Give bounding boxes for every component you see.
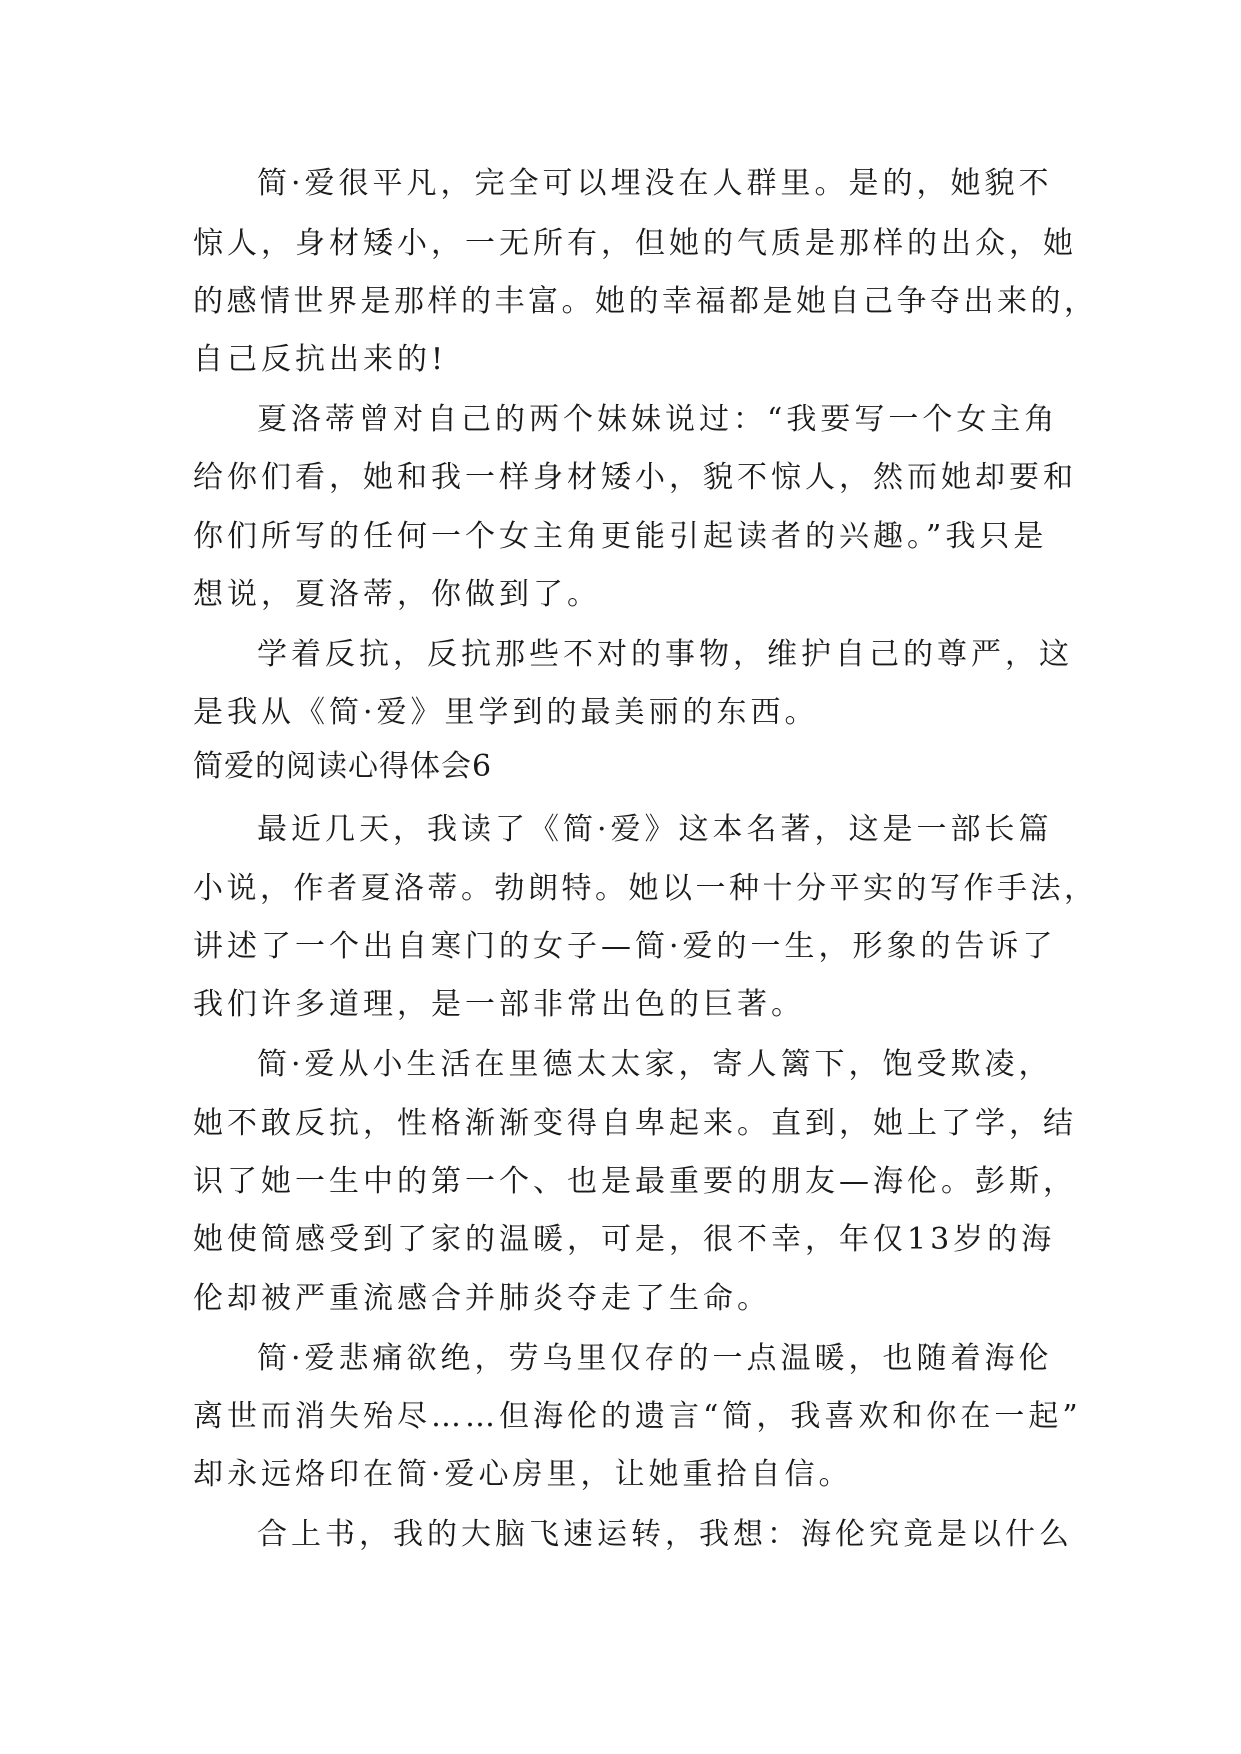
paragraph-line: 却永远烙印在简·爱心房里，让她重拾自信。 xyxy=(193,1457,853,1492)
paragraph-line: 伦却被严重流感合并肺炎夺走了生命。 xyxy=(193,1281,771,1316)
paragraph-line: 小说，作者夏洛蒂。勃朗特。她以一种十分平实的写作手法， xyxy=(193,871,1098,906)
paragraph-line: 讲述了一个出自寒门的女子—简·爱的一生，形象的告诉了 xyxy=(193,929,1057,964)
paragraph-line: 简·爱悲痛欲绝，劳乌里仅存的一点温暖，也随着海伦 xyxy=(257,1341,1053,1376)
paragraph-line: 识了她一生中的第一个、也是最重要的朋友—海伦。彭斯， xyxy=(193,1164,1077,1199)
paragraph-line: 夏洛蒂曾对自己的两个妹妹说过：“我要写一个女主角 xyxy=(257,402,1059,437)
paragraph-line: 合上书，我的大脑飞速运转，我想：海伦究竟是以什么 xyxy=(257,1517,1073,1552)
paragraph-line: 离世而消失殆尽……但海伦的遗言“简，我喜欢和你在一起” xyxy=(193,1399,1082,1434)
paragraph-line: 你们所写的任何一个女主角更能引起读者的兴趣。”我只是 xyxy=(193,519,1048,554)
paragraph-line: 给你们看，她和我一样身材矮小，貌不惊人，然而她却要和 xyxy=(193,460,1077,495)
paragraph-line: 的感情世界是那样的丰富。她的幸福都是她自己争夺出来的， xyxy=(193,284,1098,319)
paragraph-line: 惊人，身材矮小，一无所有，但她的气质是那样的出众，她 xyxy=(193,226,1077,261)
paragraph-line: 我们许多道理，是一部非常出色的巨著。 xyxy=(193,987,805,1022)
paragraph-line: 想说，夏洛蒂，你做到了。 xyxy=(193,577,601,612)
paragraph-line: 学着反抗，反抗那些不对的事物，维护自己的尊严，这 xyxy=(257,637,1073,672)
paragraph-line: 简·爱从小生活在里德太太家，寄人篱下，饱受欺凌， xyxy=(257,1047,1053,1082)
paragraph-line: 最近几天，我读了《简·爱》这本名著，这是一部长篇 xyxy=(257,812,1053,847)
paragraph-line: 自己反抗出来的! xyxy=(193,342,448,377)
paragraph-line: 简·爱很平凡，完全可以埋没在人群里。是的，她貌不 xyxy=(257,166,1053,201)
paragraph-line: 她使简感受到了家的温暖，可是，很不幸，年仅13岁的海 xyxy=(193,1222,1056,1257)
section-heading: 简爱的阅读心得体会6 xyxy=(193,749,493,784)
paragraph-line: 是我从《简·爱》里学到的最美丽的东西。 xyxy=(193,695,819,730)
paragraph-line: 她不敢反抗，性格渐渐变得自卑起来。直到，她上了学，结 xyxy=(193,1106,1077,1141)
